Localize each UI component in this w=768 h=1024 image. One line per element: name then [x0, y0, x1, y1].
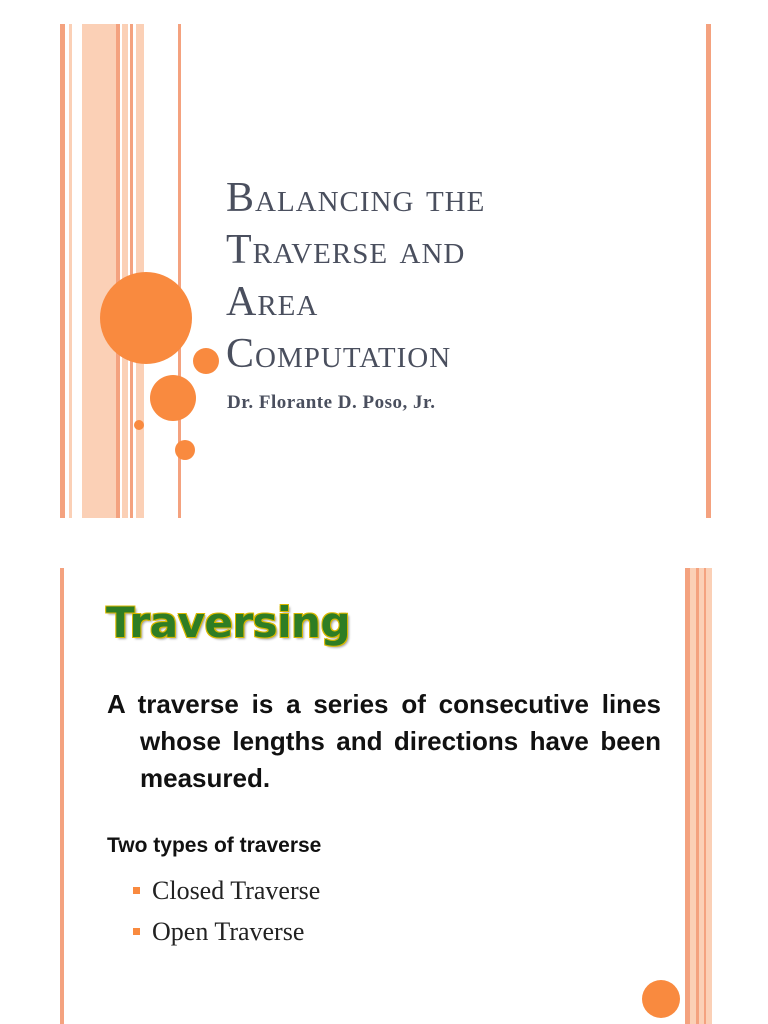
title-line: Traverse and — [226, 227, 466, 273]
decorative-circle — [642, 980, 680, 1018]
decorative-stripe — [690, 568, 712, 1024]
decorative-stripe — [696, 568, 699, 1024]
title-line: Computation — [226, 331, 452, 377]
slide-heading: Traversing — [106, 598, 351, 647]
content-slide — [60, 568, 714, 1024]
decorative-circle — [150, 375, 196, 421]
list-item-label: Closed Traverse — [152, 876, 321, 905]
decorative-stripe — [69, 24, 72, 518]
decorative-stripe — [706, 24, 711, 518]
decorative-circle — [175, 440, 195, 460]
decorative-stripe — [136, 24, 144, 518]
decorative-circle-small — [134, 420, 144, 430]
definition-text: A traverse is a series of consecutive lines whose lengths and directions have been measured. — [107, 689, 661, 793]
square-bullet-icon — [133, 887, 140, 894]
list-item-label: Open Traverse — [152, 917, 305, 946]
decorative-stripe — [704, 568, 706, 1024]
author-name: Dr. Florante D. Poso, Jr. — [227, 392, 436, 413]
traverse-types-list — [133, 870, 320, 952]
slide-title — [226, 172, 686, 380]
decorative-stripe — [60, 24, 65, 518]
decorative-circle — [193, 348, 219, 374]
title-slide — [60, 24, 714, 518]
decorative-stripe — [130, 24, 133, 518]
title-line: Balancing the — [226, 175, 486, 221]
square-bullet-icon — [133, 928, 140, 935]
title-line: Area — [226, 279, 319, 325]
decorative-stripe — [116, 24, 120, 518]
decorative-stripe — [60, 568, 64, 1024]
decorative-stripe — [122, 24, 128, 518]
list-item — [133, 870, 320, 911]
subheading: Two types of traverse — [107, 834, 322, 857]
decorative-circle-large — [100, 272, 192, 364]
decorative-stripe — [82, 24, 116, 518]
list-item — [133, 911, 320, 952]
